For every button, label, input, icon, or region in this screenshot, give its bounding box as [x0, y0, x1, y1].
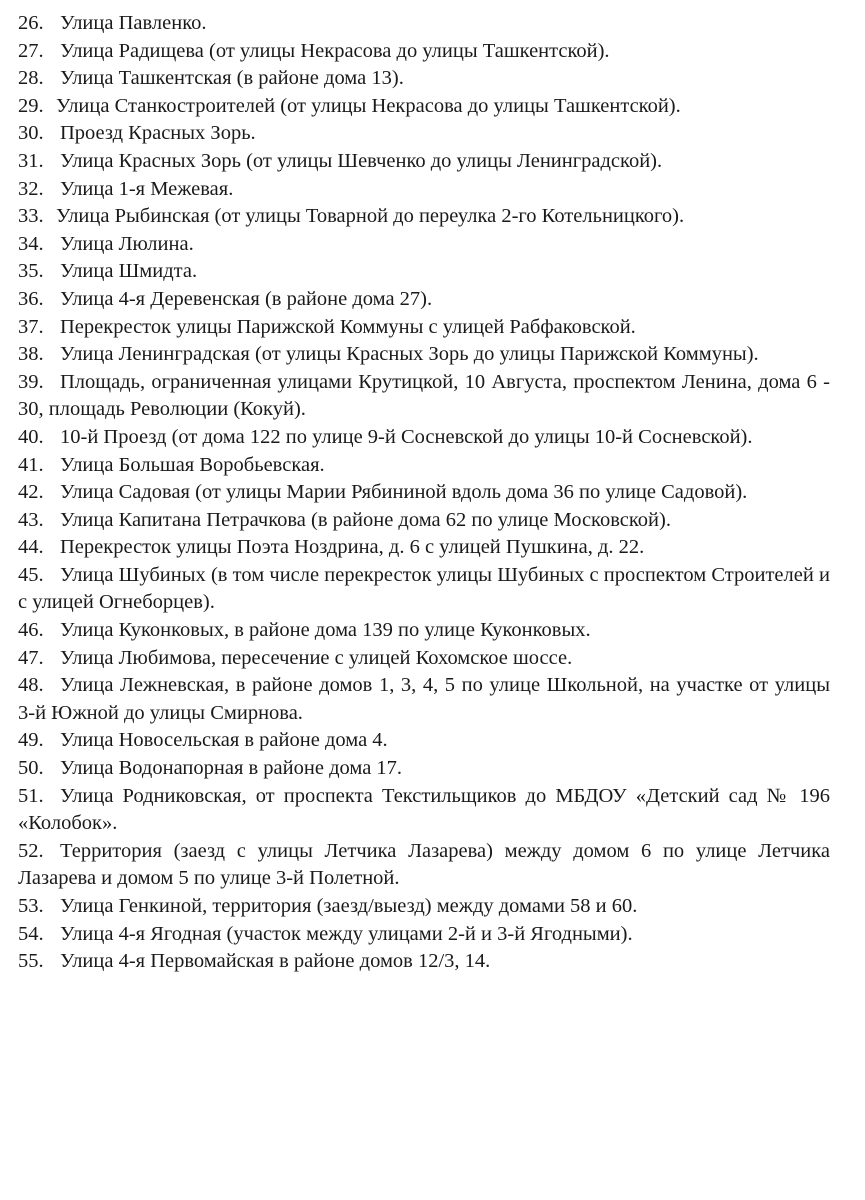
document-page: [18, 10, 830, 976]
item-text: Улица Павленко.: [60, 12, 207, 34]
item-number: 35.: [18, 260, 44, 283]
list-item: [18, 755, 830, 783]
item-number: 42.: [18, 481, 44, 504]
list-item: [18, 38, 830, 66]
list-item: [18, 921, 830, 949]
list-item: [18, 507, 830, 535]
item-text: Улица Водонапорная в районе дома 17.: [60, 757, 403, 780]
item-number: 38.: [18, 343, 44, 366]
item-text: Улица 4-я Первомайская в районе домов 12/3, 14.: [60, 950, 491, 973]
list-item: [18, 479, 830, 507]
list-item: [18, 148, 830, 176]
item-text: Территория (заезд с улицы Летчика Лазарева) между домом 6 по улице Летчика Лазарева и домом 5 по улице 3-й Полетной.: [18, 839, 830, 890]
item-text: Улица Родниковская, от проспекта Текстильщиков до МБДОУ «Детский сад № 196 «Колобок».: [18, 784, 830, 835]
item-text: Улица Красных Зорь (от улицы Шевченко до улицы Ленинградской).: [60, 149, 663, 172]
list-item: [18, 120, 830, 148]
item-text: Улица Генкиной, территория (заезд/выезд) между домами 58 и 60.: [60, 895, 638, 917]
item-number: 31.: [18, 149, 44, 172]
item-text: Улица Шмидта.: [60, 260, 198, 283]
item-number: 36.: [18, 287, 44, 310]
item-text: Улица Куконковых, в районе дома 139 по улице Куконковых.: [60, 619, 591, 642]
item-number: 44.: [18, 536, 44, 559]
item-text: Перекресток улицы Поэта Ноздрина, д. 6 с улицей Пушкина, д. 22.: [60, 536, 645, 559]
item-number: 40.: [18, 425, 44, 448]
item-text: 10-й Проезд (от дома 122 по улице 9-й Сосневской до улицы 10-й Сосневской).: [60, 425, 753, 448]
list-item: [18, 341, 830, 369]
item-text: Улица 1-я Межевая.: [60, 177, 234, 200]
item-text: Улица Ленинградская (от улицы Красных Зорь до улицы Парижской Коммуны).: [60, 343, 759, 366]
item-text: Улица Новосельская в районе дома 4.: [60, 729, 388, 752]
item-text: Улица Радищева (от улицы Некрасова до улицы Ташкентской).: [60, 39, 610, 62]
item-text: Улица Станкостроителей (от улицы Некрасова до улицы Ташкентской).: [56, 94, 681, 117]
item-number: 54.: [18, 922, 44, 945]
item-text: Улица 4-я Ягодная (участок между улицами 2-й и 3-й Ягодными).: [60, 922, 633, 945]
item-text: Площадь, ограниченная улицами Крутицкой, 10 Августа, проспектом Ленина, дома 6 - 30, площадь Революции (Кокуй).: [18, 370, 830, 421]
item-number: 37.: [18, 315, 44, 338]
item-number: 27.: [18, 39, 44, 62]
item-text: Улица Шубиных (в том числе перекресток улицы Шубиных с проспектом Строителей и с улицей Огнеборцев).: [18, 563, 830, 614]
list-item: [18, 727, 830, 755]
list-item: [18, 893, 830, 921]
list-item: [18, 314, 830, 342]
item-text: Улица Люлина.: [60, 232, 194, 255]
item-number: 33.: [18, 205, 44, 228]
item-number: 45.: [18, 563, 44, 586]
list-item: [18, 10, 830, 38]
item-number: 55.: [18, 950, 44, 973]
item-number: 28.: [18, 67, 44, 90]
list-item: [18, 93, 830, 121]
item-number: 41.: [18, 453, 44, 476]
item-text: Улица Ташкентская (в районе дома 13).: [60, 67, 404, 90]
item-number: 48.: [18, 674, 44, 697]
item-number: 39.: [18, 370, 44, 393]
item-text: Проезд Красных Зорь.: [60, 122, 256, 145]
list-item: [18, 562, 830, 617]
item-number: 47.: [18, 646, 44, 669]
list-item: [18, 258, 830, 286]
list-item: [18, 176, 830, 204]
item-number: 30.: [18, 122, 44, 145]
item-number: 32.: [18, 177, 44, 200]
item-number: 26.: [18, 12, 44, 34]
list-item: [18, 286, 830, 314]
item-text: Улица Любимова, пересечение с улицей Кохомское шоссе.: [60, 646, 573, 669]
item-number: 52.: [18, 839, 44, 862]
item-number: 53.: [18, 895, 44, 917]
list-item: [18, 783, 830, 838]
item-text: Улица 4-я Деревенская (в районе дома 27).: [60, 287, 433, 310]
item-number: 49.: [18, 729, 44, 752]
list-item: [18, 231, 830, 259]
list-item: [18, 645, 830, 673]
item-number: 43.: [18, 508, 44, 531]
item-text: Улица Капитана Петрачкова (в районе дома 62 по улице Московской).: [60, 508, 671, 531]
list-item: [18, 369, 830, 424]
item-number: 34.: [18, 232, 44, 255]
item-number: 51.: [18, 784, 44, 807]
list-item: [18, 948, 830, 976]
list-item: [18, 424, 830, 452]
item-number: 50.: [18, 757, 44, 780]
item-text: Улица Рыбинская (от улицы Товарной до переулка 2-го Котельницкого).: [56, 205, 685, 228]
list-item: [18, 838, 830, 893]
list-item: [18, 617, 830, 645]
item-text: Улица Садовая (от улицы Марии Рябининой вдоль дома 36 по улице Садовой).: [60, 481, 748, 504]
list-item: [18, 65, 830, 93]
list-item: [18, 203, 830, 231]
list-item: [18, 452, 830, 480]
list-item: [18, 672, 830, 727]
item-text: Улица Лежневская, в районе домов 1, 3, 4, 5 по улице Школьной, на участке от улицы 3-й Южной до улицы Смирнова.: [18, 674, 830, 724]
list-item: [18, 534, 830, 562]
item-text: Улица Большая Воробьевская.: [60, 453, 325, 476]
item-number: 46.: [18, 619, 44, 642]
item-number: 29.: [18, 94, 44, 117]
item-text: Перекресток улицы Парижской Коммуны с улицей Рабфаковской.: [60, 315, 636, 338]
